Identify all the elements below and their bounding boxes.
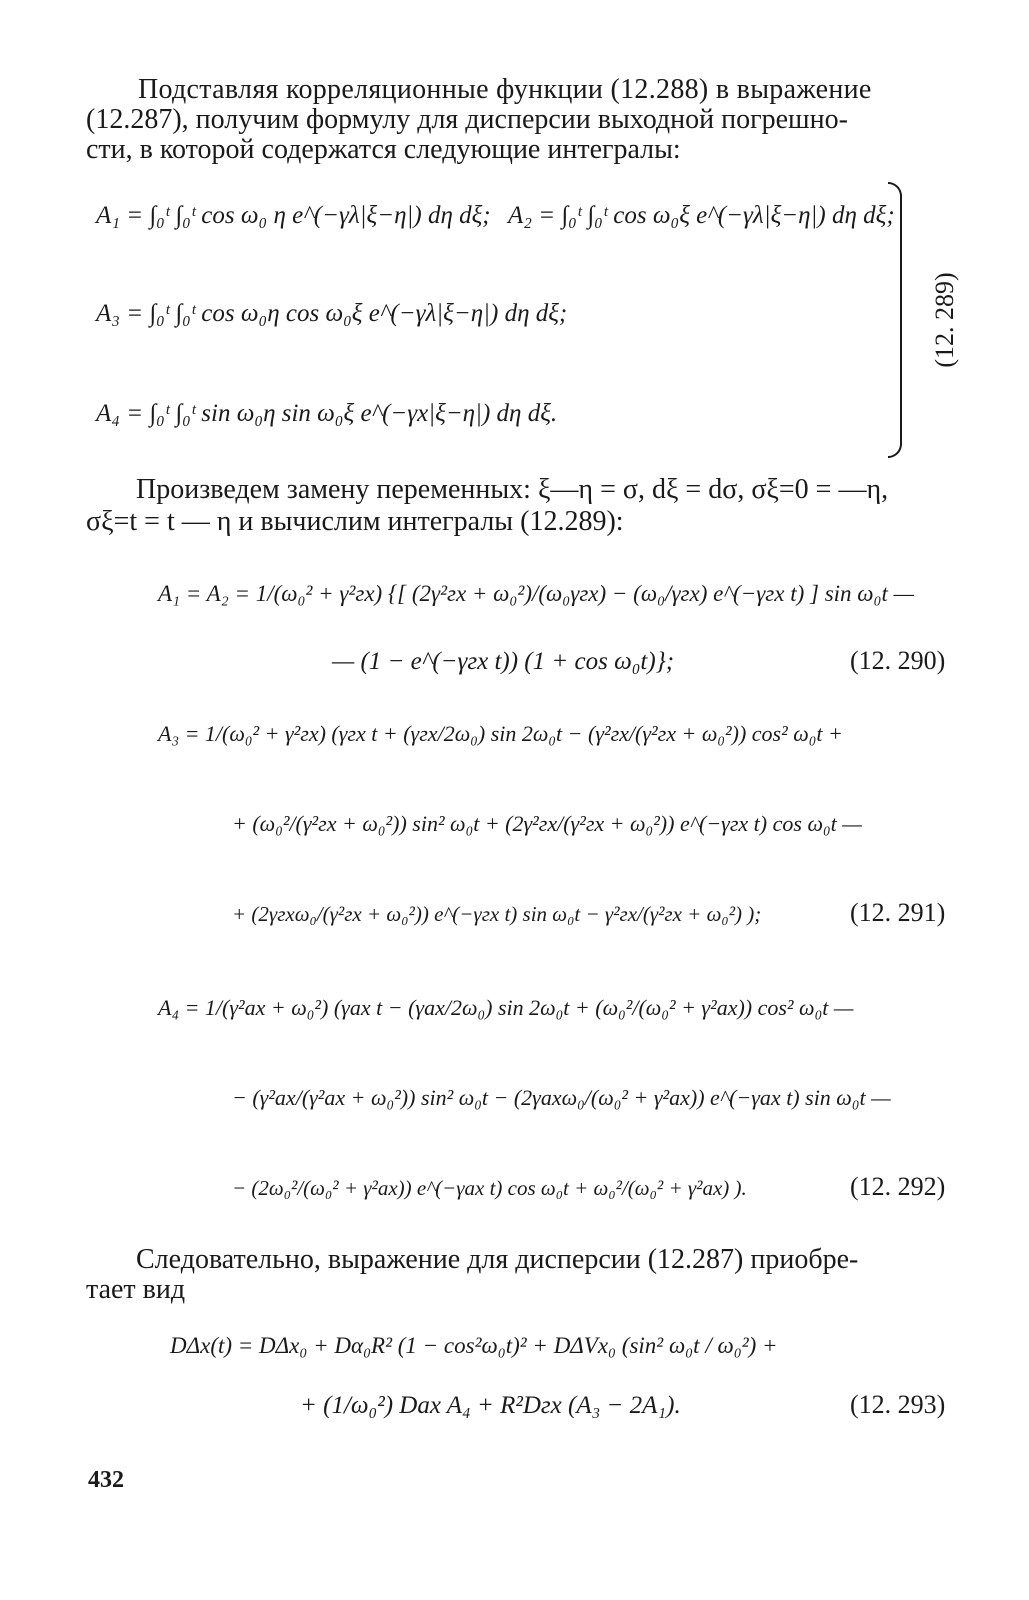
eq-291-line-1: A₃ = 1/(ω₀² + γ²гx) (γгx t + (γгx/2ω₀) sin 2ω₀t − (γ²гx/(γ²гx + ω₀²)) cos² ω₀t + bbox=[158, 721, 843, 746]
equation-number-290: (12. 290) bbox=[850, 646, 946, 675]
equation-number-291: (12. 291) bbox=[850, 898, 946, 927]
eq-291-line-3: + (2γгxω₀/(γ²гx + ω₀²)) e^(−γгx t) sin ω₀t − γ²гx/(γ²гx + ω₀²) ); bbox=[232, 902, 762, 926]
equation-A1: A₁ = ∫₀ᵗ ∫₀ᵗ cos ω₀ η e^(−γλ|ξ−η|) dη dξ; bbox=[96, 202, 491, 229]
conclusion-line-2: тает вид bbox=[86, 1274, 186, 1305]
equation-A2: A₂ = ∫₀ᵗ ∫₀ᵗ cos ω₀ξ e^(−γλ|ξ−η|) dη dξ; bbox=[508, 202, 895, 229]
eq-292-line-1: A₄ = 1/(γ²ax + ω₀²) (γax t − (γax/2ω₀) sin 2ω₀t + (ω₀²/(ω₀² + γ²ax)) cos² ω₀t — bbox=[158, 995, 854, 1020]
page-number: 432 bbox=[88, 1467, 124, 1493]
equation-number-289: (12. 289) bbox=[930, 272, 959, 368]
eq-293-line-1: DΔx(t) = DΔx₀ + Dα₀R² (1 − cos²ω₀t)² + DΔVx₀ (sin² ω₀t / ω₀²) + bbox=[170, 1333, 778, 1358]
eq-290-line-1: A₁ = A₂ = 1/(ω₀² + γ²гx) {[ (2γ²гx + ω₀²)/(ω₀γгx) − (ω₀/γгx) e^(−γгx t) ] sin ω₀t — bbox=[158, 581, 915, 606]
intro-line-1: Подставляя корреляционные функции (12.288) в выражение bbox=[138, 74, 872, 105]
intro-line-3: сти, в которой содержатся следующие интегралы: bbox=[86, 134, 681, 165]
substitution-line-2: σξ=t = t — η и вычислим интегралы (12.289): bbox=[86, 506, 624, 537]
conclusion-line-1: Следовательно, выражение для дисперсии (12.287) приобре- bbox=[136, 1244, 859, 1275]
equation-A3: A₃ = ∫₀ᵗ ∫₀ᵗ cos ω₀η cos ω₀ξ e^(−γλ|ξ−η|) dη dξ; bbox=[96, 300, 568, 327]
equation-number-293: (12. 293) bbox=[850, 1390, 946, 1419]
intro-line-2: (12.287), получим формулу для дисперсии выходной погрешно- bbox=[86, 104, 848, 135]
equation-A4: A₄ = ∫₀ᵗ ∫₀ᵗ sin ω₀η sin ω₀ξ e^(−γx|ξ−η|) dη dξ. bbox=[96, 400, 558, 427]
eq-292-line-2: − (γ²ax/(γ²ax + ω₀²)) sin² ω₀t − (2γaxω₀/(ω₀² + γ²ax)) e^(−γax t) sin ω₀t — bbox=[232, 1085, 891, 1110]
substitution-line-1: Произведем замену переменных: ξ—η = σ, dξ = dσ, σξ=0 = —η, bbox=[136, 474, 889, 505]
eq-293-line-2: + (1/ω₀²) Dax A₄ + R²Dгx (A₃ − 2A₁). bbox=[300, 1392, 681, 1419]
system-brace bbox=[888, 182, 902, 458]
eq-292-line-3: − (2ω₀²/(ω₀² + γ²ax)) e^(−γax t) cos ω₀t + ω₀²/(ω₀² + γ²ax) ). bbox=[232, 1176, 747, 1200]
eq-290-line-2: — (1 − e^(−γгx t)) (1 + cos ω₀t)}; bbox=[332, 648, 675, 675]
equation-number-292: (12. 292) bbox=[850, 1172, 946, 1201]
eq-291-line-2: + (ω₀²/(γ²гx + ω₀²)) sin² ω₀t + (2γ²гx/(γ²гx + ω₀²)) e^(−γгx t) cos ω₀t — bbox=[232, 811, 862, 836]
